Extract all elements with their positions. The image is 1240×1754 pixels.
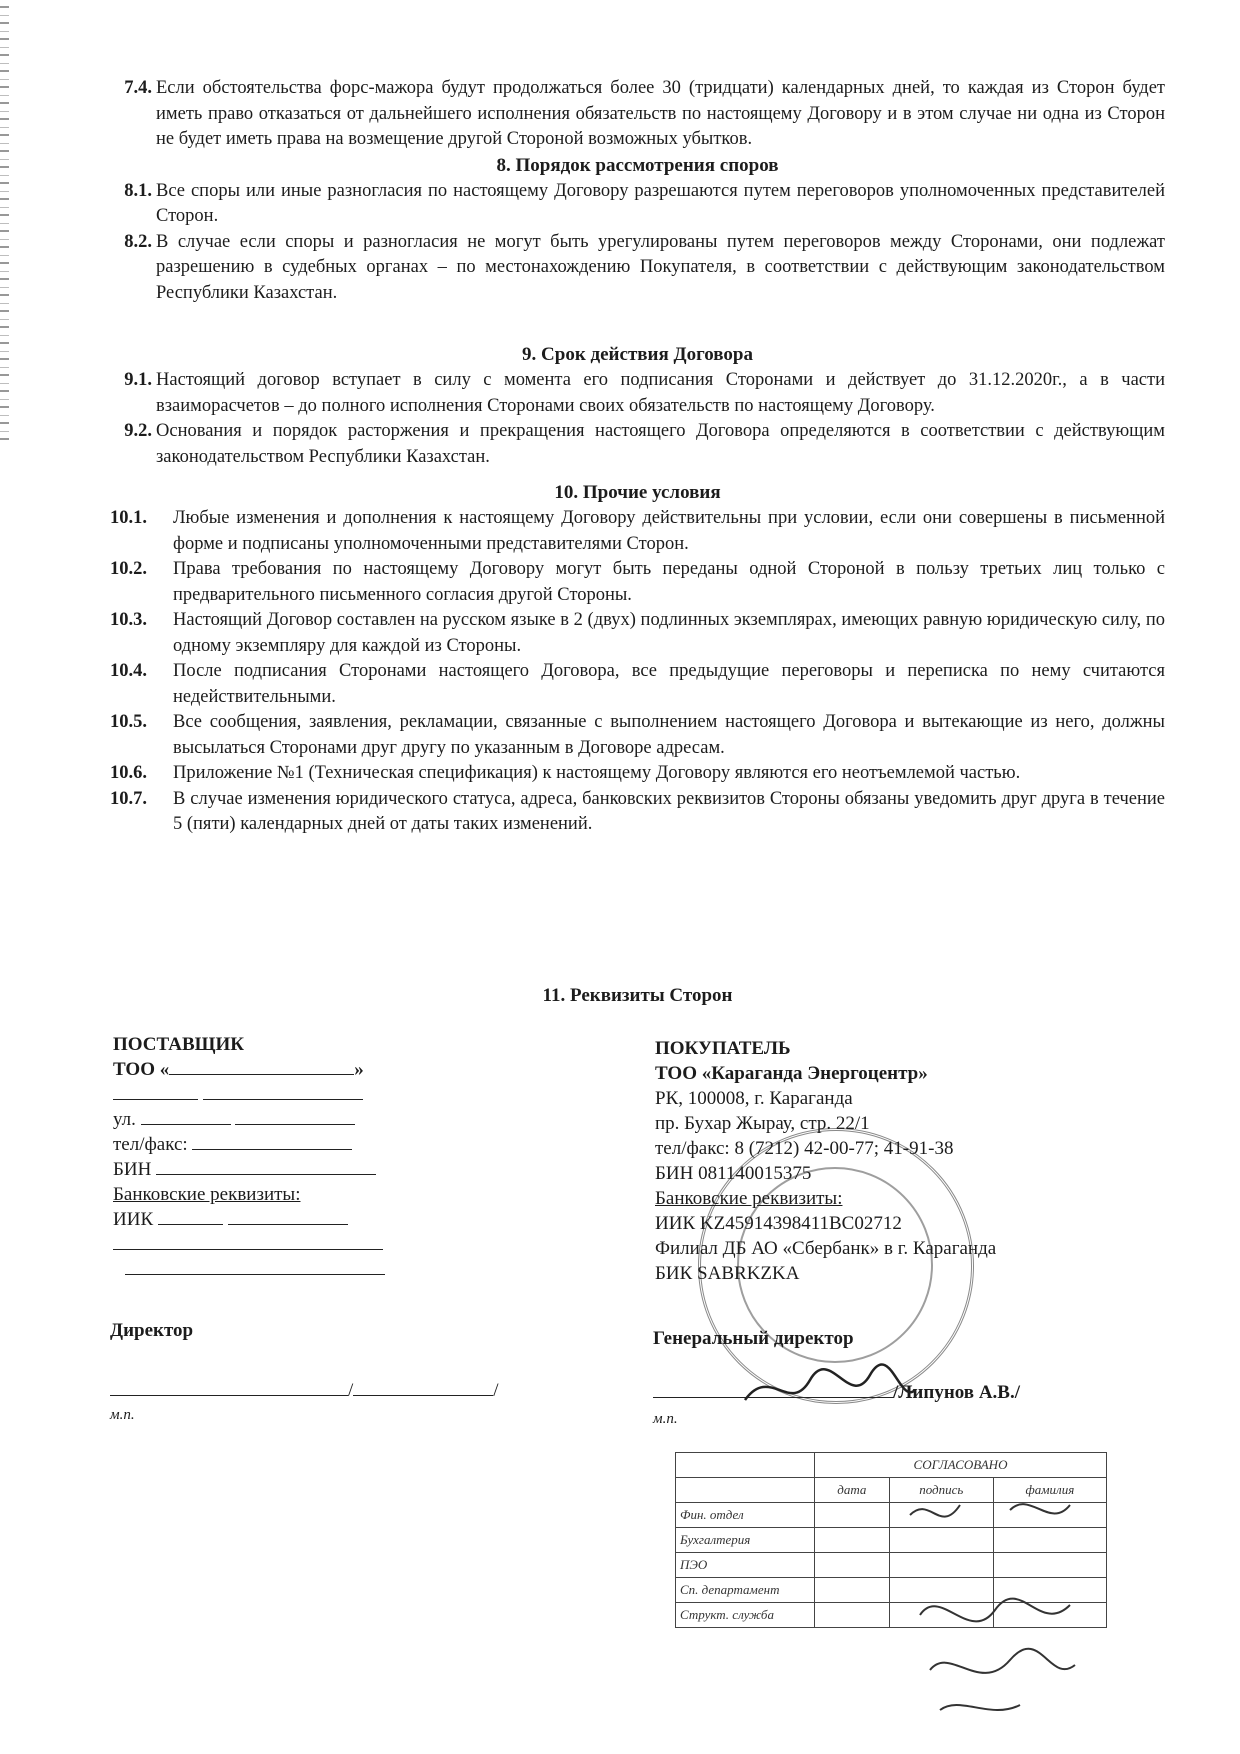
clause-text: Любые изменения и дополнения к настоящему Договору действительны при условии, если они совершены в письменной форме и подписаны уполномоченными представителями Сторон. — [173, 508, 1165, 554]
buyer-address-1: РК, 100008, г. Караганда — [655, 1088, 853, 1109]
buyer-signature-name: /Липунов А.В./ — [893, 1382, 1020, 1403]
supplier-details — [113, 1032, 413, 1282]
supplier-bank-label: Банковские реквизиты: — [113, 1184, 301, 1205]
clause-10-2 — [110, 557, 1165, 608]
supplier-signature-line — [110, 1378, 510, 1403]
clause-10-3 — [110, 608, 1165, 659]
scan-edge-artifact — [0, 0, 9, 440]
blank-line — [169, 1058, 354, 1075]
blank-line — [192, 1133, 352, 1150]
clause-text: В случае изменения юридического статуса, адреса, банковских реквизитов Стороны обязаны уведомить друг друга в течение 5 (пяти) календарных дней от даты таких изменений. — [173, 788, 1165, 834]
clause-number: 8.2. — [124, 231, 152, 252]
approval-row-label: ПЭО — [676, 1553, 815, 1578]
blank-line — [141, 1108, 231, 1125]
clause-8-1 — [110, 179, 1165, 230]
street-label: ул. — [113, 1109, 136, 1130]
section-9-title: 9. Срок действия Договора — [522, 344, 753, 365]
approval-row-label: Фин. отдел — [676, 1503, 815, 1528]
contract-body — [110, 76, 1165, 838]
buyer-phone: тел/факс: 8 (7212) 42-00-77; 41-91-38 — [655, 1138, 954, 1159]
buyer-iik: ИИК KZ45914398411BC02712 — [655, 1213, 902, 1234]
clause-number: 10.1. — [110, 508, 147, 528]
clause-number: 9.2. — [124, 421, 152, 441]
clause-text: Основания и порядок расторжения и прекращения настоящего Договора определяются в соответствии с действующим законодательством Республики Казахстан. — [156, 421, 1165, 467]
blank-line — [113, 1083, 198, 1100]
section-10-title: 10. Прочие условия — [554, 482, 721, 503]
supplier-bin — [113, 1157, 413, 1182]
supplier-iik — [113, 1207, 413, 1232]
supplier-phone — [113, 1132, 413, 1157]
blank-row — [113, 1232, 413, 1257]
buyer-address-2: пр. Бухар Жырау, стр. 22/1 — [655, 1113, 870, 1134]
clause-number: 9.1. — [124, 370, 152, 390]
approval-col-signature: подпись — [889, 1478, 993, 1503]
company-prefix: ТОО « — [113, 1059, 170, 1080]
approval-corner — [676, 1478, 815, 1503]
approval-signatures-icon — [900, 1495, 1100, 1725]
clause-10-6 — [110, 761, 1165, 787]
clause-10-5 — [110, 710, 1165, 761]
blank-row — [113, 1257, 413, 1282]
bin-label: БИН — [113, 1159, 152, 1180]
clause-text: Настоящий договор вступает в силу с момента его подписания Сторонами и действует до 31.12.2020г., а в части взаиморасчетов – до полного исполнения Сторонами своих обязательств по настоящему Договору. — [156, 370, 1165, 416]
supplier-street — [113, 1107, 413, 1132]
clause-number: 10.4. — [110, 661, 147, 681]
clause-text: Настоящий Договор составлен на русском языке в 2 (двух) подлинных экземплярах, имеющих равную юридическую силу, по одному экземпляру для каждой из Стороны. — [173, 610, 1165, 656]
clause-7-4 — [110, 76, 1165, 153]
clause-9-2 — [110, 419, 1165, 470]
blank-line — [353, 1379, 493, 1396]
buyer-bank-label: Банковские реквизиты: — [655, 1188, 843, 1209]
buyer-mp: м.п. — [653, 1411, 678, 1427]
clause-number: 8.1. — [124, 180, 152, 201]
phone-label: тел/факс: — [113, 1134, 188, 1155]
blank-line — [156, 1158, 376, 1175]
supplier-heading: ПОСТАВЩИК — [113, 1034, 245, 1055]
slash: / — [493, 1380, 499, 1401]
blank-line — [125, 1258, 385, 1275]
clause-number: 10.2. — [110, 559, 147, 579]
approval-row-label: Сп. департамент — [676, 1578, 815, 1603]
clause-number: 10.3. — [110, 610, 147, 630]
approval-corner — [676, 1453, 815, 1478]
buyer-bik: БИК SABRKZKA — [655, 1263, 800, 1284]
company-suffix: » — [354, 1059, 364, 1080]
clause-text: Приложение №1 (Техническая спецификация) к настоящему Договору являются его неотъемлемой частью. — [173, 763, 1021, 783]
approval-col-surname: фамилия — [993, 1478, 1106, 1503]
buyer-branch: Филиал ДБ АО «Сбербанк» в г. Караганда — [655, 1238, 997, 1259]
clause-text: Все сообщения, заявления, рекламации, связанные с выполнением настоящего Договора и вытекающие из него, должны высылаться Сторонами друг другу по указанным в Договоре адресам. — [173, 712, 1165, 758]
clause-text: В случае если споры и разногласия не могут быть урегулированы путем переговоров между Сторонами, они подлежат разрешению в судебных органах – по местонахождению Покупателя, в соответствии с действующим законодательством Республики Казахстан. — [156, 231, 1165, 303]
clause-10-7 — [110, 787, 1165, 838]
buyer-company: ТОО «Караганда Энергоцентр» — [655, 1063, 928, 1084]
blank-line — [110, 1379, 348, 1396]
section-8-title: 8. Порядок рассмотрения споров — [496, 154, 779, 176]
approval-title: СОГЛАСОВАНО — [815, 1453, 1107, 1478]
blank-line — [113, 1233, 383, 1250]
slash: / — [348, 1380, 354, 1401]
blank-line — [235, 1108, 355, 1125]
supplier-signer: Директор — [110, 1320, 194, 1341]
supplier-mp: м.п. — [110, 1407, 135, 1423]
spacer — [110, 306, 1165, 342]
director-signature-icon — [740, 1360, 920, 1420]
clause-number: 10.7. — [110, 788, 147, 809]
blank-line — [228, 1208, 348, 1225]
clause-8-2 — [110, 230, 1165, 307]
buyer-bin: БИН 081140015375 — [655, 1163, 812, 1184]
clause-number: 10.6. — [110, 763, 147, 783]
clause-10-1 — [110, 506, 1165, 557]
approval-col-date: дата — [815, 1478, 890, 1503]
clause-number: 7.4. — [124, 78, 152, 98]
buyer-heading: ПОКУПАТЕЛЬ — [655, 1038, 791, 1059]
approval-row-label: Бухгалтерия — [676, 1528, 815, 1553]
spacer — [110, 470, 1165, 480]
clause-text: После подписания Сторонами настоящего Договора, все предыдущие переговоры и переписка по нему считаются недействительными. — [173, 661, 1165, 707]
blank-row — [113, 1082, 413, 1107]
iik-label: ИИК — [113, 1209, 154, 1230]
blank-line — [203, 1083, 363, 1100]
clause-10-4 — [110, 659, 1165, 710]
approval-row-label: Структ. служба — [676, 1603, 815, 1628]
section-11-title: 11. Реквизиты Сторон — [542, 985, 733, 1006]
supplier-company — [113, 1057, 413, 1082]
clause-text: Если обстоятельства форс-мажора будут продолжаться более 30 (тридцати) календарных дней, то каждая из Сторон будет иметь право отказаться от дальнейшего исполнения обязательств по настоящему Договору и в этом случае ни одна из Сторон не будет иметь права на возмещение другой Стороной возможных убытков. — [156, 78, 1165, 149]
blank-line — [158, 1208, 223, 1225]
clause-number: 10.5. — [110, 712, 147, 732]
clause-text: Права требования по настоящему Договору могут быть переданы одной Стороной в пользу третьих лиц только с предварительного письменного согласия другой Стороны. — [173, 559, 1165, 605]
buyer-signer: Генеральный директор — [653, 1328, 854, 1349]
clause-text: Все споры или иные разногласия по настоящему Договору разрешаются путем переговоров уполномоченных представителей Сторон. — [156, 180, 1165, 226]
clause-9-1 — [110, 368, 1165, 419]
